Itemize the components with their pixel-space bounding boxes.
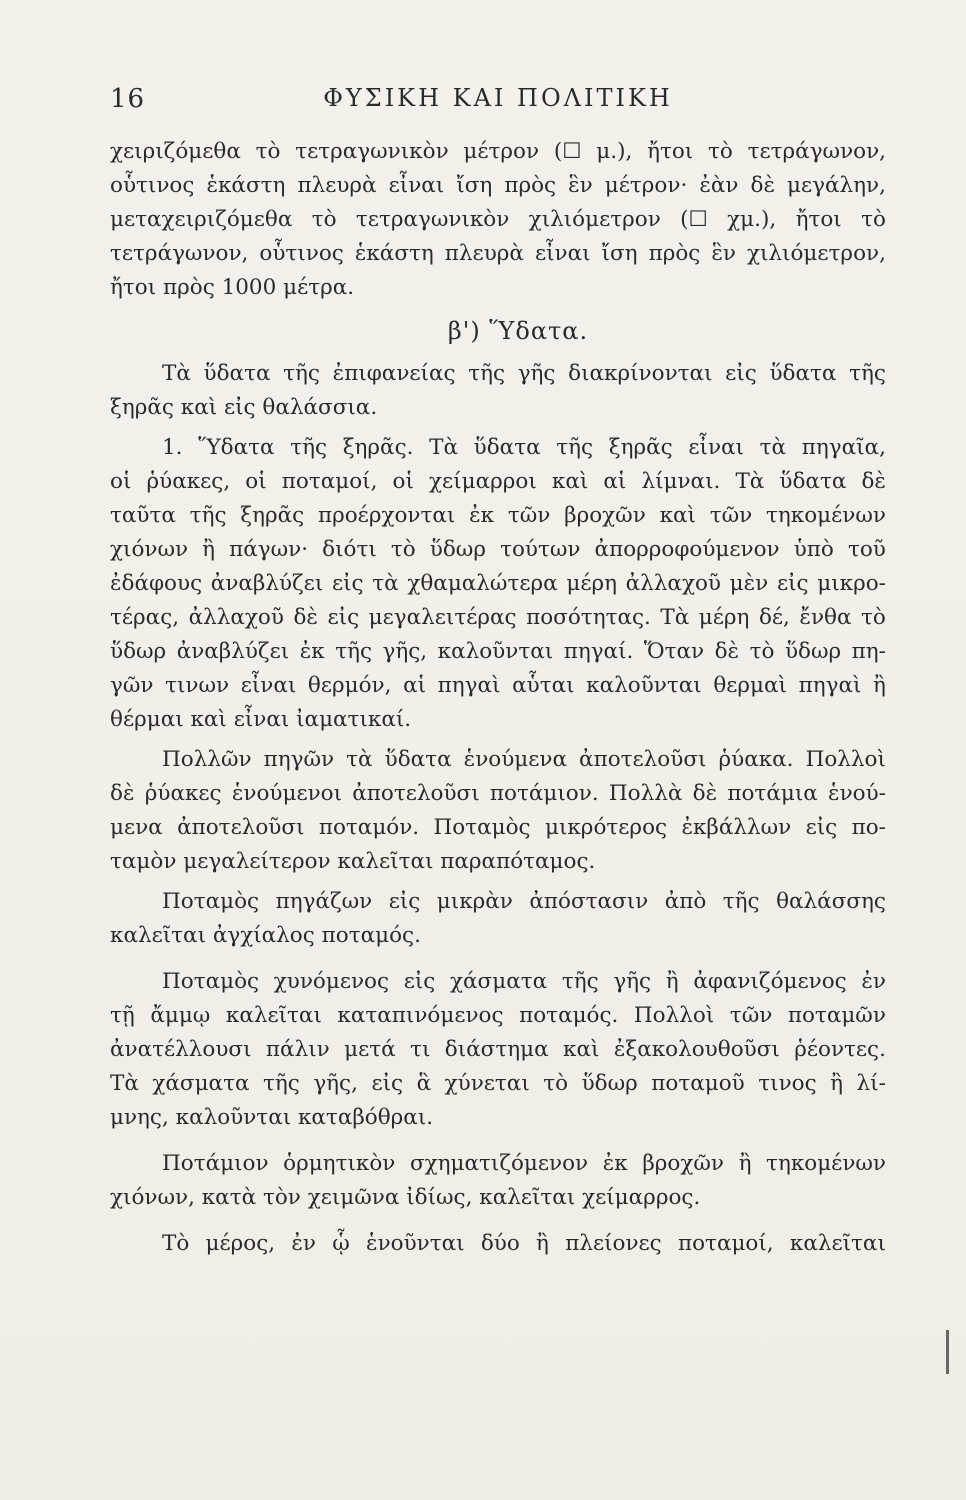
text-line: ξηρᾶς καὶ εἰς θαλάσσια. [110, 395, 378, 420]
text-line: χιόνων, κατὰ τὸν χειμῶνα ἰδίως, καλεῖται χείμαρρος. [110, 1185, 701, 1210]
text-line: Πολλῶν πηγῶν τὰ ὕδατα ἑνούμενα ἀποτελοῦσι ῥύακα. Πολλοὶ [162, 747, 886, 772]
running-title: ΦΥΣΙΚΗ ΚΑΙ ΠΟΛΙΤΙΚΗ [323, 84, 673, 112]
text-line: ὕδωρ ἀναβλύζει ἐκ τῆς γῆς, καλοῦνται πηγαί. Ὅταν δὲ τὸ ὕδωρ πη- [110, 639, 886, 664]
text-line: γῶν τινων εἶναι θερμόν, αἱ πηγαὶ αὗται καλοῦνται θερμαὶ πηγαὶ ἢ [110, 673, 886, 698]
text-line: ἐδάφους ἀναβλύζει εἰς τὰ χθαμαλώτερα μέρη ἀλλαχοῦ μὲν εἰς μικρο- [110, 571, 886, 596]
text-line: τετράγωνον, οὗτινος ἑκάστη πλευρὰ εἶναι ἴση πρὸς ἓν χιλιόμετρον, [110, 241, 886, 266]
text-line: καλεῖται ἀγχίαλος ποταμός. [110, 923, 421, 948]
text-line: Ποταμὸς πηγάζων εἰς μικρὰν ἀπόστασιν ἀπὸ τῆς θαλάσσης [162, 889, 886, 914]
page-body [110, 135, 886, 1261]
text-line: Ποτάμιον ὁρμητικὸν σχηματιζόμενον ἐκ βροχῶν ἢ τηκομένων [162, 1151, 886, 1176]
text-line: μενα ἀποτελοῦσι ποταμόν. Ποταμὸς μικρότερος ἐκβάλλων εἰς πο- [110, 815, 886, 840]
text-line: μεταχειριζόμεθα τὸ τετραγωνικὸν χιλιόμετρον (☐ χμ.), ἤτοι τὸ [110, 207, 886, 232]
text-line: τῇ ἄμμῳ καλεῖται καταπινόμενος ποταμός. Πολλοὶ τῶν ποταμῶν [110, 1003, 886, 1028]
text-line: Τὰ ὕδατα τῆς ἐπιφανείας τῆς γῆς διακρίνονται εἰς ὕδατα τῆς [162, 361, 886, 386]
text-line: χιόνων ἢ πάγων· διότι τὸ ὕδωρ τούτων ἀπορροφούμενον ὑπὸ τοῦ [110, 537, 886, 562]
text-line: Τὸ μέρος, ἐν ᾧ ἑνοῦνται δύο ἢ πλείονες ποταμοί, καλεῖται [162, 1231, 886, 1256]
text-line: δὲ ῥύακες ἑνούμενοι ἀποτελοῦσι ποτάμιον. Πολλὰ δὲ ποτάμια ἑνού- [110, 781, 886, 806]
page-header [110, 84, 886, 120]
pencil-mark [946, 1330, 949, 1374]
text-line: ἤτοι πρὸς 1000 μέτρα. [110, 275, 355, 300]
page-number: 16 [110, 84, 146, 114]
text-line: χειριζόμεθα τὸ τετραγωνικὸν μέτρον (☐ μ.), ἤτοι τὸ τετράγωνον, [110, 139, 886, 164]
text-line: τέρας, ἀλλαχοῦ δὲ εἰς μεγαλειτέρας ποσότητας. Τὰ μέρη δέ, ἔνθα τὸ [110, 605, 886, 630]
text-line: Τὰ χάσματα τῆς γῆς, εἰς ἃ χύνεται τὸ ὕδωρ ποταμοῦ τινος ἢ λί- [110, 1071, 886, 1096]
text-line: ταῦτα τῆς ξηρᾶς προέρχονται ἐκ τῶν βροχῶν καὶ τῶν τηκομένων [110, 503, 886, 528]
text-line: μνης, καλοῦνται καταβόθραι. [110, 1105, 434, 1130]
text-line: οὗτινος ἑκάστη πλευρὰ εἶναι ἴση πρὸς ἓν μέτρον· ἐὰν δὲ μεγάλην, [110, 173, 886, 198]
text-line: Ποταμὸς χυνόμενος εἰς χάσματα τῆς γῆς ἢ ἀφανιζόμενος ἐν [162, 969, 886, 994]
text-line: 1. Ὕδατα τῆς ξηρᾶς. Τὰ ὕδατα τῆς ξηρᾶς εἶναι τὰ πηγαῖα, [162, 435, 886, 460]
text-line: οἱ ῥύακες, οἱ ποταμοί, οἱ χείμαρροι καὶ αἱ λίμναι. Τὰ ὕδατα δὲ [110, 469, 886, 494]
text-line: θέρμαι καὶ εἶναι ἰαματικαί. [110, 707, 412, 732]
text-line: ταμὸν μεγαλείτερον καλεῖται παραπόταμος. [110, 849, 596, 874]
text-line: ἀνατέλλουσι πάλιν μετά τι διάστημα καὶ ἐξακολουθοῦσι ῥέοντες. [110, 1037, 886, 1062]
section-heading: β') Ὕδατα. [447, 317, 589, 345]
